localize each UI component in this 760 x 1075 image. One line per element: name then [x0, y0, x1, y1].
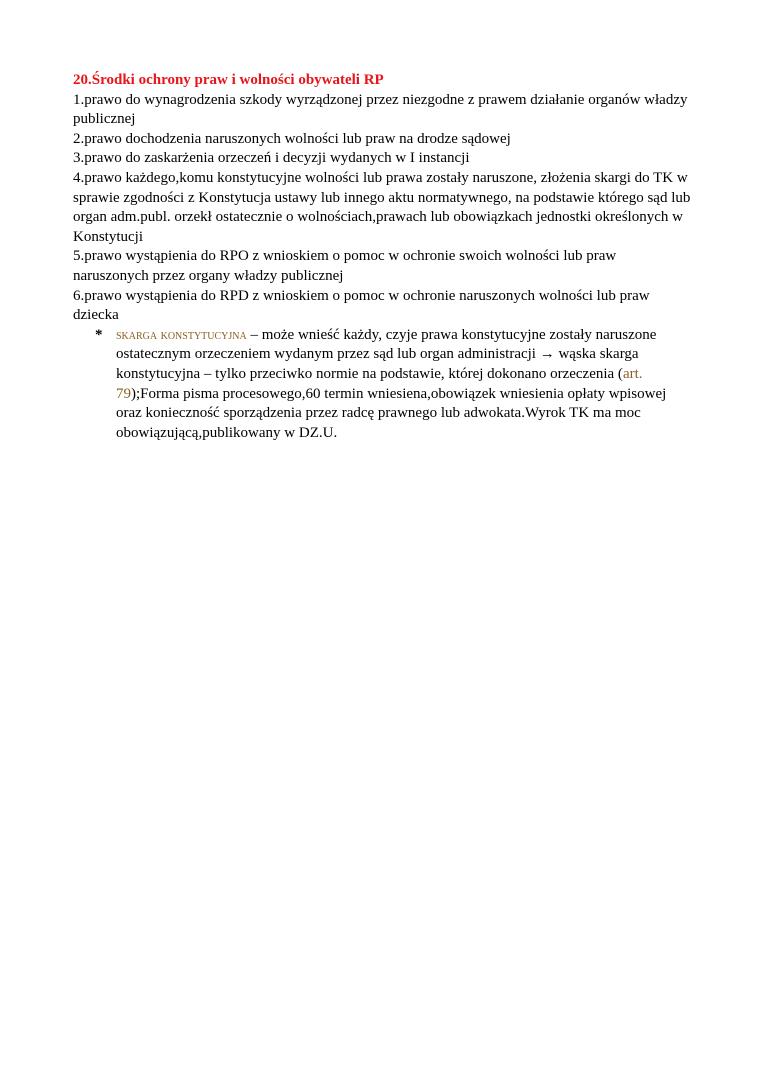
bullet-item-skarga [73, 326, 693, 444]
bullet-text-part2: );Forma pisma procesowego,60 termin wniesiena,obowiązek wniesienia opłaty wpisowej oraz konieczność sporządzenia przez radcę prawnego lub adwokata.Wyrok TK ma moc obowiązującą,publikowany w DZ.U. [116, 385, 667, 441]
list-item-6: 6.prawo wystąpienia do RPD z wnioskiem o pomoc w ochronie naruszonych wolności lub praw dziecka [73, 287, 650, 324]
list-item-4: 4.prawo każdego,komu konstytucyjne wolności lub prawa zostały naruszone, złożenia skargi do TK w sprawie zgodności z Konstytucja ustawy lub innego aktu normatywnego, na podstawie którego sąd lub organ adm.publ. orzekł ostatecznie o wolnościach,prawach lub obowiązkach jednostki określonych w Konstytucji [73, 169, 691, 245]
list-item-2: 2.prawo dochodzenia naruszonych wolności lub praw na drodze sądowej [73, 130, 511, 147]
term-skarga-konstytucyjna: skarga konstytucyjna [116, 327, 247, 343]
document-page [73, 71, 693, 443]
list-item-5: 5.prawo wystąpienia do RPO z wnioskiem o pomoc w ochronie swoich wolności lub praw naruszonych przez organy władzy publicznej [73, 248, 617, 284]
bullet-text-part1: – może wnieść każdy, czyje prawa konstytucyjne zostały naruszone ostatecznym orzeczeniem wydanym przez sąd lub organ administracji → wąska skarga konstytucyjna – tylko przeciwko normie na podstawie, której dokonano orzeczenia ( [116, 326, 657, 382]
bullet-marker: * [95, 326, 103, 343]
section-heading: 20.Środki ochrony praw i wolności obywateli RP [73, 72, 384, 88]
article-reference: art. 79 [116, 365, 643, 402]
list-item-3: 3.prawo do zaskarżenia orzeczeń i decyzji wydanych w I instancji [73, 150, 470, 167]
list-item-1: 1.prawo do wynagrodzenia szkody wyrządzonej przez niezgodne z prawem działanie organów władzy publicznej [73, 91, 688, 128]
